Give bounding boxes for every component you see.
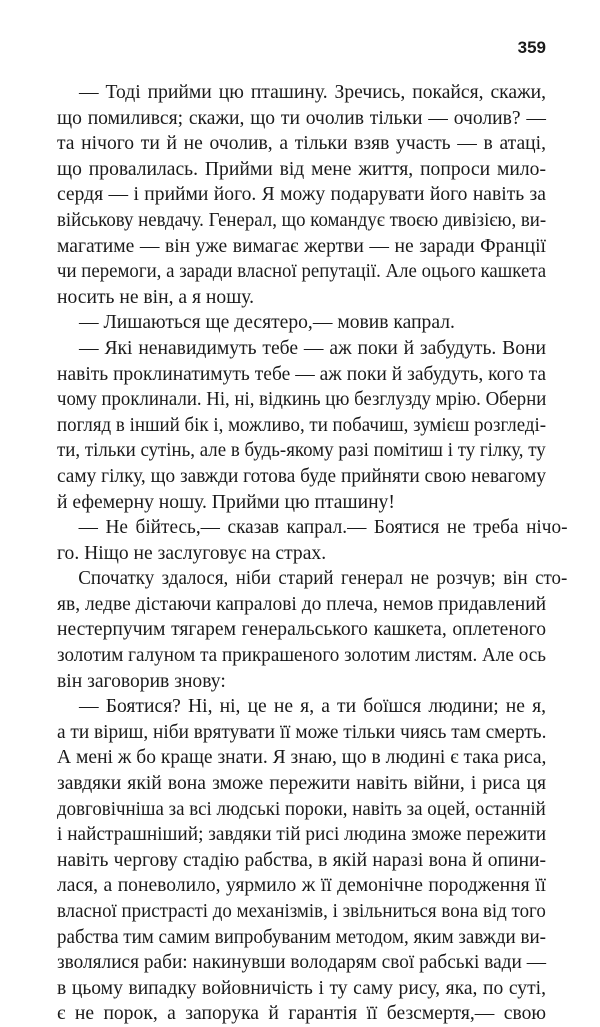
text-line: — Тоді прийми цю пташину. Зречись, покайся, скажи,: [79, 82, 546, 103]
text-line: навіть чергову стадію рабства, в якій наразі вона й опини-: [57, 849, 546, 871]
text-line: в цьому випадку войовничість і ту саму рису, яка, по суті,: [57, 977, 546, 999]
text-line: навіть проклинатимуть тебе — аж поки й забудуть, кого та: [57, 363, 547, 385]
text-line: золотим галуном та прикрашеного золотим листям. Але ось: [57, 645, 546, 667]
text-line: та нічого ти й не очолив, а тільки взяв участь — в атаці,: [57, 133, 546, 155]
text-line: що помилився; скажи, що ти очолив тільки — очолив? —: [57, 107, 546, 129]
text-line: власної пристрасті до механізмів, і звільниться вона від того: [57, 901, 546, 922]
text-line: рабства тим самим випробуваним методом, яким завжди ви-: [57, 926, 546, 948]
text-line: чому проклинали. Ні, ні, відкинь цю безглузду мрію. Оберни: [57, 389, 547, 411]
text-line: — Не бійтесь,— сказав капрал.— Боятися не треба нічо-: [78, 517, 568, 539]
text-line: зволялися раби: накинувши володарям свої рабські вади —: [57, 952, 547, 974]
text-line: яв, ледве дістаючи капралові до плеча, немов придавлений: [57, 593, 547, 615]
text-line: сердя — і прийми його. Я можу подарувати його навіть за: [57, 184, 546, 206]
text-line: го. Ніщо не заслуговує на страх.: [57, 542, 327, 564]
text-line: А мені ж бо краще знати. Я знаю, що в людині є така риса,: [57, 747, 547, 769]
text-line: — Які ненавидимуть тебе — аж поки й забудуть. Вони: [79, 337, 546, 359]
text-line: ти, тільки сутінь, але в будь-якому разі помітиш і ту гілку, ту: [57, 440, 546, 462]
text-line: — Лишаються ще десятеро,— мовив капрал.: [79, 312, 455, 334]
text-line: носить не він, а я ношу.: [57, 286, 255, 308]
text-line: магатиме — він уже вимагає жертви — не заради Франції: [57, 235, 546, 257]
text-line: військову невдачу. Генерал, що командує твоєю дивізією, ви-: [57, 209, 547, 231]
body-text: [57, 80, 568, 1027]
text-line: є не порок, а запорука й гарантія її безсмертя,— свою: [57, 1003, 546, 1025]
text-line: — Боятися? Ні, ні, це не я, а ти боїшся людини; не я,: [79, 696, 546, 718]
page-number: 359: [517, 38, 546, 57]
text-line: й ефемерну ношу. Прийми цю пташину!: [57, 491, 395, 513]
text-line: лася, а поневолило, уярмило ж її демонічне породження її: [57, 875, 546, 897]
text-line: чи перемоги, а заради власної репутації. Але оцього кашкета: [57, 261, 547, 283]
text-line: він заговорив знову:: [57, 670, 226, 692]
text-line: що провалилась. Прийми від мене життя, попроси мило-: [57, 158, 546, 180]
text-line: і найстрашніший; завдяки тій рисі людина зможе пережити: [57, 824, 547, 846]
text-line: завдяки якій вона зможе пережити навіть війни, і риса ця: [57, 773, 546, 795]
text-line: погляд в інший бік і, можливо, ти побачиш, зумієш розгледі-: [57, 414, 547, 436]
text-line: Спочатку здалося, ніби старий генерал не розчув; він сто-: [78, 568, 568, 590]
text-line: саму гілку, що завжди готова буде прийняти свою невагому: [57, 465, 547, 487]
text-line: довговічніша за всі людські пороки, навіть за оцей, останній: [57, 798, 546, 820]
text-line: а ти віриш, ніби врятувати її може тільки чиясь там смерть.: [57, 721, 547, 743]
text-line: нестерпучим тягарем генеральського кашкета, оплетеного: [57, 619, 546, 641]
